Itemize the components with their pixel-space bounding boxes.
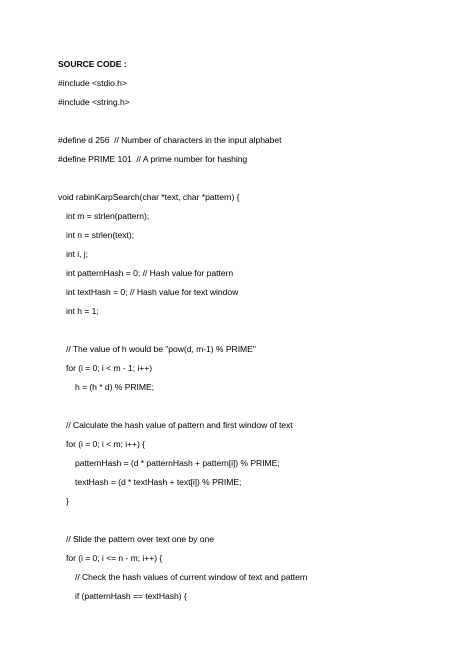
code-line: for (i = 0; i <= n - m; i++) { — [66, 553, 163, 563]
section-heading: SOURCE CODE : — [58, 59, 127, 69]
code-line: } — [66, 496, 69, 506]
code-line: #define PRIME 101 // A prime number for hashing — [58, 154, 248, 164]
code-line: // Check the hash values of current window of text and pattern — [75, 572, 308, 582]
code-line: if (patternHash == textHash) { — [75, 591, 187, 601]
code-line: for (i = 0; i < m - 1; i++) — [66, 363, 153, 373]
code-line: int patternHash = 0; // Hash value for pattern — [66, 268, 234, 278]
code-line: // The value of h would be "pow(d, m-1) % PRIME" — [66, 344, 256, 354]
code-line: for (i = 0; i < m; i++) { — [66, 439, 145, 449]
code-line: int n = strlen(text); — [66, 230, 134, 240]
code-line: #define d 256 // Number of characters in the input alphabet — [58, 135, 282, 145]
code-line: // Slide the pattern over text one by one — [66, 534, 214, 544]
code-line: int h = 1; — [66, 306, 99, 316]
code-line: #include <string.h> — [58, 97, 130, 107]
code-line: int m = strlen(pattern); — [66, 211, 150, 221]
code-line: h = (h * d) % PRIME; — [75, 382, 154, 392]
code-line: textHash = (d * textHash + text[i]) % PRIME; — [75, 477, 242, 487]
code-line: #include <stdio.h> — [58, 78, 127, 88]
code-line: int textHash = 0; // Hash value for text window — [66, 287, 239, 297]
code-line: void rabinKarpSearch(char *text, char *pattern) { — [58, 192, 240, 202]
code-line: int i, j; — [66, 249, 88, 259]
code-line: // Calculate the hash value of pattern and first window of text — [66, 420, 293, 430]
code-line: patternHash = (d * patternHash + pattern[i]) % PRIME; — [75, 458, 280, 468]
